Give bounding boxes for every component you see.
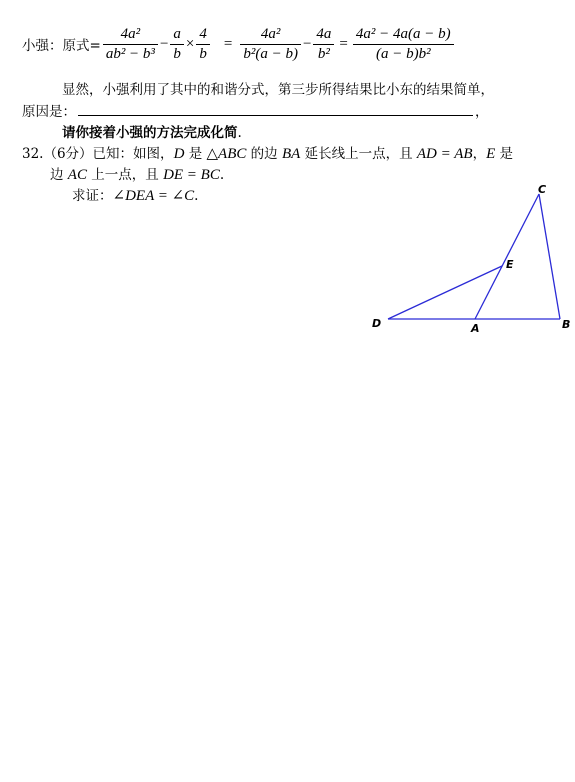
segment-d-e xyxy=(388,266,502,319)
text-fragment: . xyxy=(194,188,199,204)
question-32-line-1 xyxy=(22,142,513,163)
fraction-4-numerator: 4a² xyxy=(240,26,301,45)
reason-end: ， xyxy=(475,104,489,120)
text-fragment: ， xyxy=(472,146,487,162)
label-a: A xyxy=(471,322,480,335)
segment-c-b xyxy=(539,194,560,319)
fraction-3-denominator: b xyxy=(199,45,207,62)
text-fragment: 是 xyxy=(495,146,514,162)
fraction-6-denominator: (a − b)b² xyxy=(375,45,431,62)
fraction-5-denominator: b² xyxy=(317,45,330,62)
segment-ac: AC xyxy=(67,167,87,183)
fraction-6 xyxy=(353,26,454,63)
prove-statement: ∠DEA = ∠C xyxy=(112,188,195,204)
speaker-label: 小强： xyxy=(22,38,63,54)
question-number: 32.（6分）已知：如图， xyxy=(22,146,174,162)
point-d: D xyxy=(173,146,185,162)
fraction-5 xyxy=(313,26,334,63)
fraction-4-denominator: b²(a − b) xyxy=(243,45,298,62)
fraction-4 xyxy=(240,26,301,63)
instruction-text xyxy=(62,121,242,141)
instruction-end: . xyxy=(237,125,242,141)
text-fragment: 延长线上一点，且 xyxy=(300,146,417,162)
prove-label: 求证： xyxy=(72,188,113,204)
text-fragment: 的边 xyxy=(246,146,282,162)
reason-label: 原因是： xyxy=(22,104,76,120)
text-fragment: 上一点，且 xyxy=(86,167,164,183)
segment-a-c xyxy=(475,194,539,319)
instruction-label: 请你接着小强的方法完成化简 xyxy=(62,125,238,141)
expression-line xyxy=(22,22,456,66)
times-sign: × xyxy=(185,35,195,52)
point-e: E xyxy=(486,146,496,162)
condition-ad-ab: AD = AB xyxy=(416,146,473,162)
segment-ba: BA xyxy=(281,146,301,162)
answer-blank xyxy=(78,103,473,116)
fraction-1-numerator: 4a² xyxy=(103,26,158,45)
text-fragment: . xyxy=(219,167,225,183)
fraction-1 xyxy=(103,26,158,63)
fraction-2 xyxy=(170,26,184,63)
minus-sign: − xyxy=(159,35,169,52)
equals-sign: = xyxy=(339,35,348,52)
fraction-2-denominator: b xyxy=(173,45,181,62)
observation-text: 显然，小强利用了其中的和谐分式，第三步所得结果比小东的结果简单， xyxy=(62,82,494,98)
fraction-5-numerator: 4a xyxy=(313,26,334,45)
reason-line xyxy=(22,100,489,120)
label-d: D xyxy=(372,317,382,330)
fraction-1-denominator: ab² − b³ xyxy=(105,45,155,62)
fraction-3-numerator: 4 xyxy=(196,26,210,45)
fraction-3 xyxy=(196,26,210,63)
prove-line xyxy=(72,184,198,205)
fraction-2-numerator: a xyxy=(170,26,184,45)
condition-de-bc: DE = BC xyxy=(163,167,220,183)
text-fragment: 是 xyxy=(184,146,207,162)
triangle-figure xyxy=(360,180,575,340)
label-c: C xyxy=(538,183,547,196)
text-fragment: 边 xyxy=(50,167,68,183)
triangle-abc: △ABC xyxy=(206,146,247,162)
fraction-6-numerator: 4a² − 4a(a − b) xyxy=(353,26,454,45)
expr-prefix: 原式= xyxy=(62,38,101,54)
label-e: E xyxy=(506,258,514,271)
minus-sign: − xyxy=(302,35,312,52)
question-32-line-2 xyxy=(50,163,224,184)
label-b: B xyxy=(562,318,571,331)
equals-sign: = xyxy=(223,35,233,52)
